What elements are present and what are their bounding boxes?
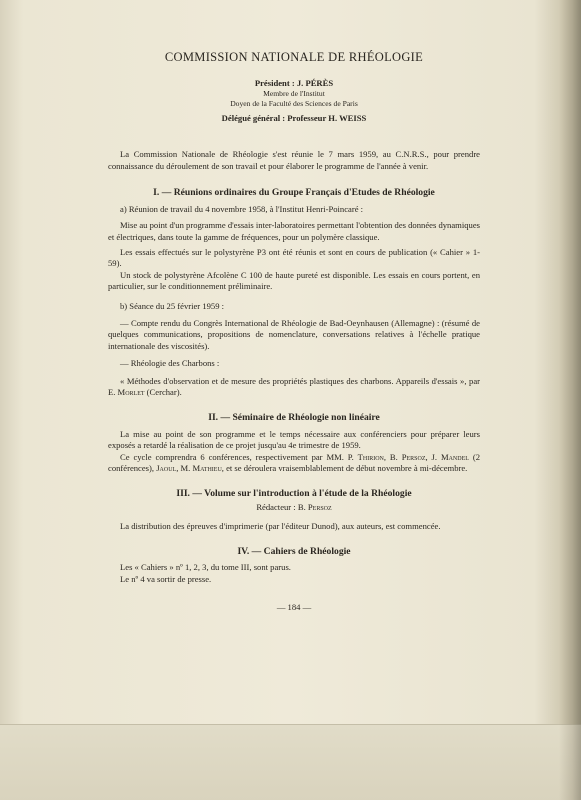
section-1b-para-2: — Rhéologie des Charbons :: [120, 358, 220, 369]
redacteur-persoz: Persoz: [307, 501, 332, 512]
speaker-persoz: Persoz: [401, 451, 426, 462]
text-run: , et se déroulera vraisemblablement de début novembre à mi-décembre.: [221, 463, 468, 474]
section-3-redacteur: [108, 502, 480, 514]
page-number: — 184 —: [276, 601, 312, 612]
text-run: , J.: [425, 451, 441, 462]
section-1b-para-3: [108, 376, 480, 399]
president-line: Président : J. PÉRÈS: [254, 77, 334, 88]
author-morlet: Morlet: [117, 387, 145, 398]
speaker-jaoul: Jaoul: [156, 463, 177, 474]
section-3-heading: III. — Volume sur l'introduction à l'étude de la Rhéologie: [176, 488, 412, 500]
section-1b-para-1: — Compte rendu du Congrès International de Rhéologie de Bad-Oeynhausen (Allemagne) : (résumé de quelques communications, propositions de nomenclature, conversations relatives à l'échelle pratique internationale des viscosités).: [108, 317, 480, 351]
section-1a-para-2: Les essais effectués sur le polystyrène P3 ont été réunis et sont en cours de publication (« Cahier » 1-59).: [108, 246, 480, 269]
president-role-2: Doyen de la Faculté des Sciences de Paris: [230, 98, 358, 108]
intro-paragraph: La Commission Nationale de Rhéologie s'est réunie le 7 mars 1959, au C.N.R.S., pour prendre connaissance du déroulement de son travail et pour élaborer le programme de l'année à venir.: [108, 148, 480, 171]
section-1-heading: I. — Réunions ordinaires du Groupe Français d'Etudes de Rhéologie: [153, 187, 435, 199]
speaker-mathieu: Mathieu: [192, 463, 222, 474]
section-1b-title: b) Séance du 25 février 1959 :: [120, 300, 225, 311]
text-run: (2 conférences),: [108, 451, 480, 474]
section-4-heading: IV. — Cahiers de Rhéologie: [237, 545, 351, 557]
speaker-mandel: Mandel: [440, 451, 469, 462]
text-run: Ce cycle comprendra 6 conférences, respectivement par MM. P.: [120, 451, 358, 462]
text-run: Rédacteur : B.: [256, 501, 308, 512]
text-run: (Cerchar).: [144, 387, 182, 398]
section-1a-title: a) Réunion de travail du 4 novembre 1958, à l'Institut Henri-Poincaré :: [120, 203, 364, 214]
speaker-thirion: Thirion: [357, 451, 384, 462]
section-4-para-2: Le nº 4 va sortir de presse.: [120, 574, 212, 584]
section-2-para-1: La mise au point de son programme et le temps nécessaire aux conférenciers pour préparer leurs exposés a retardé la réalisation de ce projet jusqu'au 4e trimestre de 1959.: [108, 428, 480, 451]
section-2-para-2: [108, 452, 480, 475]
binding-shadow: [559, 0, 581, 800]
section-1a-para-3: Un stock de polystyrène Afcolène C 100 de haute pureté est disponible. Les essais en cours portent, en particulier, sur le conditionnement préliminaire.: [108, 269, 480, 292]
delegue-line: Délégué général : Professeur H. WEISS: [221, 113, 367, 124]
president-role-1: Membre de l'Institut: [263, 89, 325, 99]
page-content: [108, 52, 480, 613]
page-title: COMMISSION NATIONALE DE RHÉOLOGIE: [164, 50, 424, 64]
section-4-para-1: Les « Cahiers » nº 1, 2, 3, du tome III, sont parus.: [120, 562, 291, 573]
section-2-heading: II. — Séminaire de Rhéologie non linéaire: [208, 412, 380, 424]
text-run: , B.: [383, 451, 402, 462]
text-run: « Méthodes d'observation et de mesure des propriétés plastiques des charbons. Appareils d'essais », par E.: [108, 375, 480, 398]
page-bottom-edge: [0, 724, 581, 800]
section-3-para-1: La distribution des épreuves d'imprimerie (par l'éditeur Dunod), aux auteurs, est commencée.: [120, 521, 441, 532]
text-run: , M.: [176, 463, 193, 474]
section-1a-para-1: Mise au point d'un programme d'essais inter-laboratoires permettant l'obtention des données dynamiques et électriques, dans toute la gamme de fréquences, pour un polymère classique.: [108, 220, 480, 242]
